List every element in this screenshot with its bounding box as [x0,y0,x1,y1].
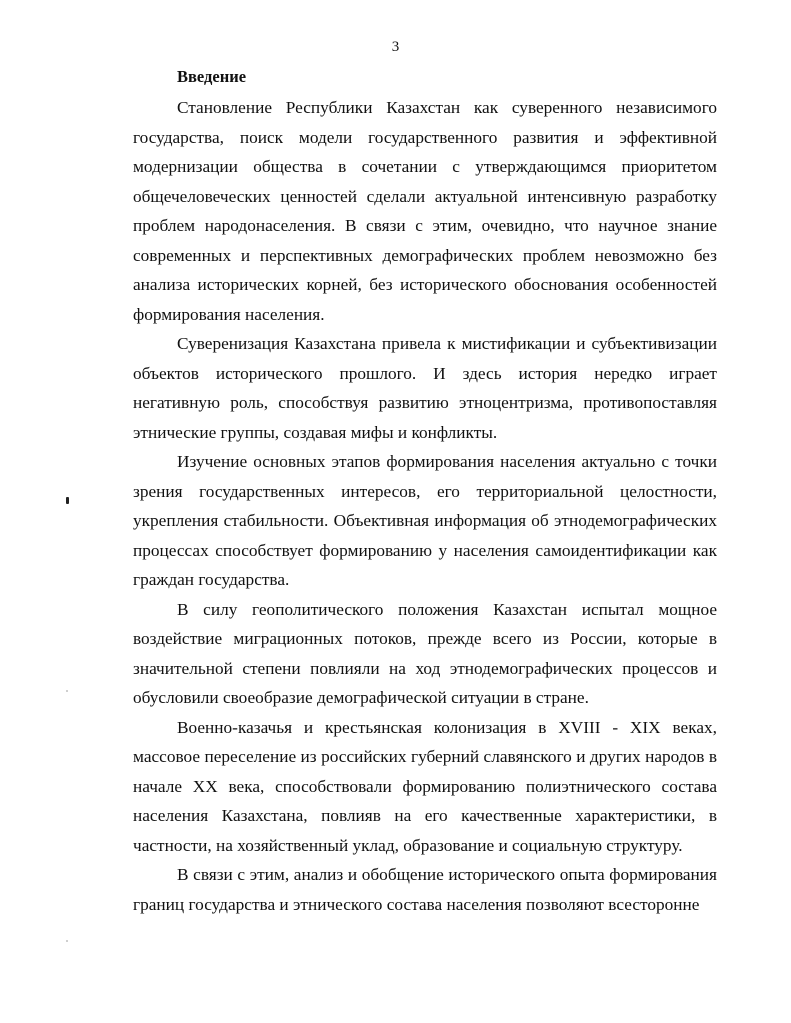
paragraph-4: В силу геополитического положения Казахстан испытал мощное воздействие миграционных потоков, прежде всего из России, которые в значительной степени повлияли на ход этнодемографических процессов и обусловили своеобразие демографической ситуации в стране. [133,599,717,707]
paragraph-2: Суверенизация Казахстана привела к мистификации и субъективизации объектов исторического прошлого. И здесь история нередко играет негативную роль, способствуя развитию этноцентризма, противопоставляя этнические группы, создавая мифы и конфликты. [133,334,717,442]
paragraph-5: Военно-казачья и крестьянская колонизация в XVIII - XIX веках, массовое переселение из российских губерний славянского и других народов в начале XX века, способствовали формированию полиэтнического состава населения Казахстана, повлияв на его качественные характеристики, в частности, на хозяйственный уклад, образование и социальную структуру. [133,717,717,855]
section-heading: Введение [177,67,247,86]
scan-artifact-dot [66,690,68,692]
paragraph-1: Становление Республики Казахстан как суверенного независимого государства, поиск модели государственного развития и эффективной модернизации общества в сочетании с утверждающимся приоритетом общечеловеческих ценностей сделали актуальной интенсивную разработку проблем народонаселения. В связи с этим, очевидно, что научное знание современных и перспективных демографических проблем невозможно без анализа исторических корней, без исторического обоснования особенностей формирования населения. [133,98,717,324]
page-number: 3 [391,39,400,55]
body-text [133,93,717,919]
paragraph-6: В связи с этим, анализ и обобщение исторического опыта формирования границ государства и этнического состава населения позволяют всесторонне [133,865,717,914]
paragraph-3: Изучение основных этапов формирования населения актуально с точки зрения государственных интересов, его территориальной целостности, укрепления стабильности. Объективная информация об этнодемографических процессах способствует формированию у населения самоидентификации как граждан государства. [133,452,717,589]
scan-artifact-mark [66,497,69,504]
scan-artifact-dot [66,940,68,942]
